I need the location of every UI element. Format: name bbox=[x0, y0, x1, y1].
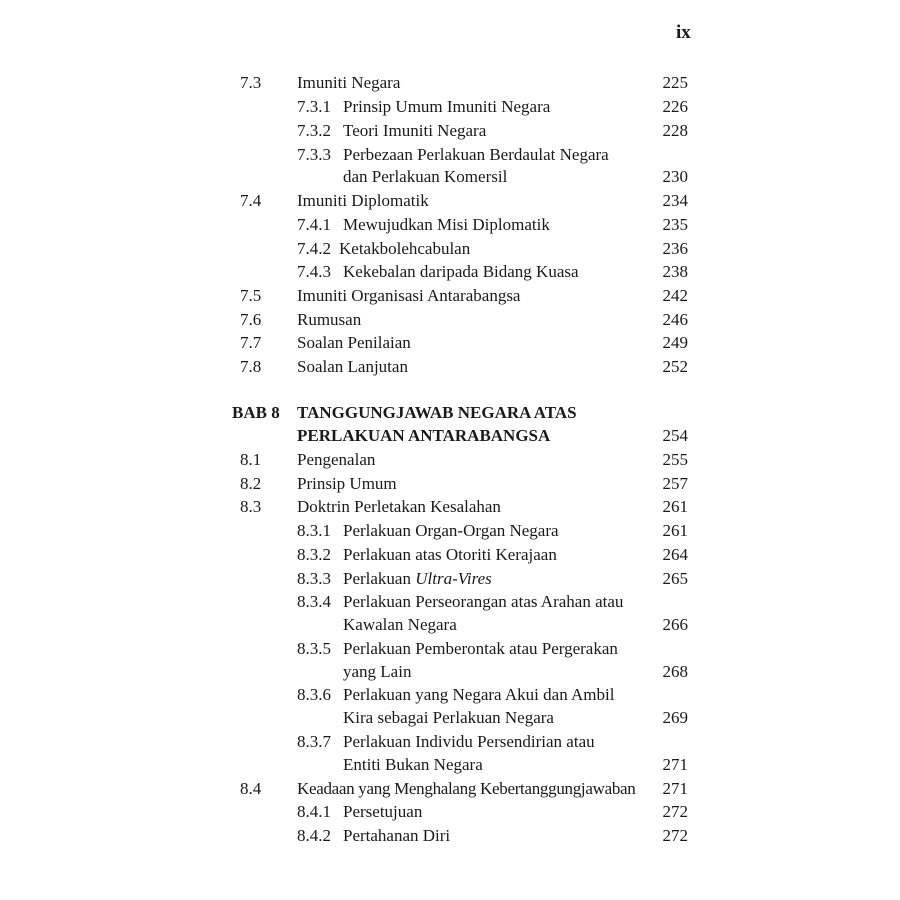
chapter-number: BAB 8 bbox=[232, 403, 280, 422]
section-number: 7.7 bbox=[240, 333, 262, 352]
page-ref: 255 bbox=[662, 450, 688, 469]
subsection-number: 7.4.3 bbox=[297, 262, 331, 281]
subsection-number: 7.3.1 bbox=[297, 97, 331, 116]
section-title: Keadaan yang Menghalang Kebertanggungjawaban bbox=[297, 779, 636, 798]
page-ref: 238 bbox=[662, 262, 688, 281]
subsection-number: 8.3.2 bbox=[297, 545, 331, 564]
subsection-title-continued: Kira sebagai Perlakuan Negara bbox=[343, 708, 554, 727]
section-number: 7.5 bbox=[240, 286, 262, 305]
section-title: Rumusan bbox=[297, 310, 362, 329]
section-number: 7.3 bbox=[240, 73, 262, 92]
subsection-number: 8.3.4 bbox=[297, 592, 331, 611]
subsection-title: Kekebalan daripada Bidang Kuasa bbox=[343, 262, 579, 281]
page-ref: 266 bbox=[662, 615, 688, 634]
chapter-title: TANGGUNGJAWAB NEGARA ATAS bbox=[297, 403, 577, 422]
section-number: 7.4 bbox=[240, 191, 262, 210]
page-ref: 228 bbox=[662, 121, 688, 140]
page-ref: 246 bbox=[662, 310, 688, 329]
subsection-number: 7.3.2 bbox=[297, 121, 331, 140]
page-ref: 254 bbox=[662, 426, 688, 445]
page-ref: 272 bbox=[662, 826, 688, 845]
page-ref: 269 bbox=[662, 708, 688, 727]
subsection-number: 7.3.3 bbox=[297, 145, 331, 164]
subsection-title: Pertahanan Diri bbox=[343, 826, 451, 845]
chapter-title-continued: PERLAKUAN ANTARABANGSA bbox=[297, 426, 551, 445]
subsection-number: 7.4.1 bbox=[297, 215, 331, 234]
subsection-number: 8.3.5 bbox=[297, 639, 331, 658]
page-ref: 271 bbox=[662, 779, 688, 798]
section-title: Soalan Lanjutan bbox=[297, 357, 408, 376]
section-number: 8.2 bbox=[240, 474, 262, 493]
subsection-number: 7.4.2 bbox=[297, 239, 331, 258]
subsection-title-continued: dan Perlakuan Komersil bbox=[343, 167, 508, 186]
subsection-title: Mewujudkan Misi Diplomatik bbox=[343, 215, 550, 234]
page-ref: 264 bbox=[662, 545, 688, 564]
subsection-title: Perlakuan atas Otoriti Kerajaan bbox=[343, 545, 557, 564]
page-ref: 226 bbox=[662, 97, 688, 116]
subsection-number: 8.3.3 bbox=[297, 569, 331, 588]
section-title: Imuniti Negara bbox=[297, 73, 401, 92]
page-ref: 225 bbox=[662, 73, 688, 92]
subsection-title: Perlakuan Individu Persendirian atau bbox=[343, 732, 595, 751]
subsection-title: Ketakbolehcabulan bbox=[339, 239, 471, 258]
section-title: Imuniti Diplomatik bbox=[297, 191, 429, 210]
page-ref: 265 bbox=[662, 569, 688, 588]
page-ref: 230 bbox=[662, 167, 688, 186]
page-ref: 234 bbox=[662, 191, 688, 210]
subsection-title: Persetujuan bbox=[343, 802, 423, 821]
subsection-title: Perbezaan Perlakuan Berdaulat Negara bbox=[343, 145, 609, 164]
section-title: Doktrin Perletakan Kesalahan bbox=[297, 497, 501, 516]
subsection-number: 8.4.2 bbox=[297, 826, 331, 845]
subsection-number: 8.3.7 bbox=[297, 732, 331, 751]
subsection-title: Prinsip Umum Imuniti Negara bbox=[343, 97, 551, 116]
page-ref: 257 bbox=[662, 474, 688, 493]
subsection-title-italic: Ultra-Vires bbox=[415, 569, 492, 588]
page-ref: 268 bbox=[662, 662, 688, 681]
page-ref: 252 bbox=[662, 357, 688, 376]
subsection-title-continued: yang Lain bbox=[343, 662, 412, 681]
page-ref: 261 bbox=[662, 497, 688, 516]
page-ref: 272 bbox=[662, 802, 688, 821]
section-number: 8.1 bbox=[240, 450, 262, 469]
subsection-title-text: Perlakuan bbox=[343, 569, 411, 588]
section-title: Soalan Penilaian bbox=[297, 333, 411, 352]
subsection-title: Perlakuan yang Negara Akui dan Ambil bbox=[343, 685, 615, 704]
page-ref: 249 bbox=[662, 333, 688, 352]
subsection-title: Perlakuan Organ-Organ Negara bbox=[343, 521, 559, 540]
page-ref: 235 bbox=[662, 215, 688, 234]
subsection-number: 8.3.6 bbox=[297, 685, 331, 704]
page-ref: 242 bbox=[662, 286, 688, 305]
page-ref: 261 bbox=[662, 521, 688, 540]
section-number: 7.8 bbox=[240, 357, 262, 376]
subsection-title: Perlakuan Perseorangan atas Arahan atau bbox=[343, 592, 624, 611]
page-ref: 236 bbox=[662, 239, 688, 258]
section-title: Prinsip Umum bbox=[297, 474, 397, 493]
section-number: 8.4 bbox=[240, 779, 262, 798]
subsection-title bbox=[343, 568, 492, 590]
subsection-number: 8.4.1 bbox=[297, 802, 331, 821]
subsection-title: Teori Imuniti Negara bbox=[343, 121, 487, 140]
section-number: 7.6 bbox=[240, 310, 262, 329]
section-title: Pengenalan bbox=[297, 450, 376, 469]
page-number: ix bbox=[676, 22, 691, 43]
subsection-number: 8.3.1 bbox=[297, 521, 331, 540]
subsection-title-continued: Entiti Bukan Negara bbox=[343, 755, 483, 774]
subsection-title: Perlakuan Pemberontak atau Pergerakan bbox=[343, 639, 618, 658]
page-ref: 271 bbox=[662, 755, 688, 774]
section-title: Imuniti Organisasi Antarabangsa bbox=[297, 286, 521, 305]
subsection-title-continued: Kawalan Negara bbox=[343, 615, 457, 634]
section-number: 8.3 bbox=[240, 497, 262, 516]
